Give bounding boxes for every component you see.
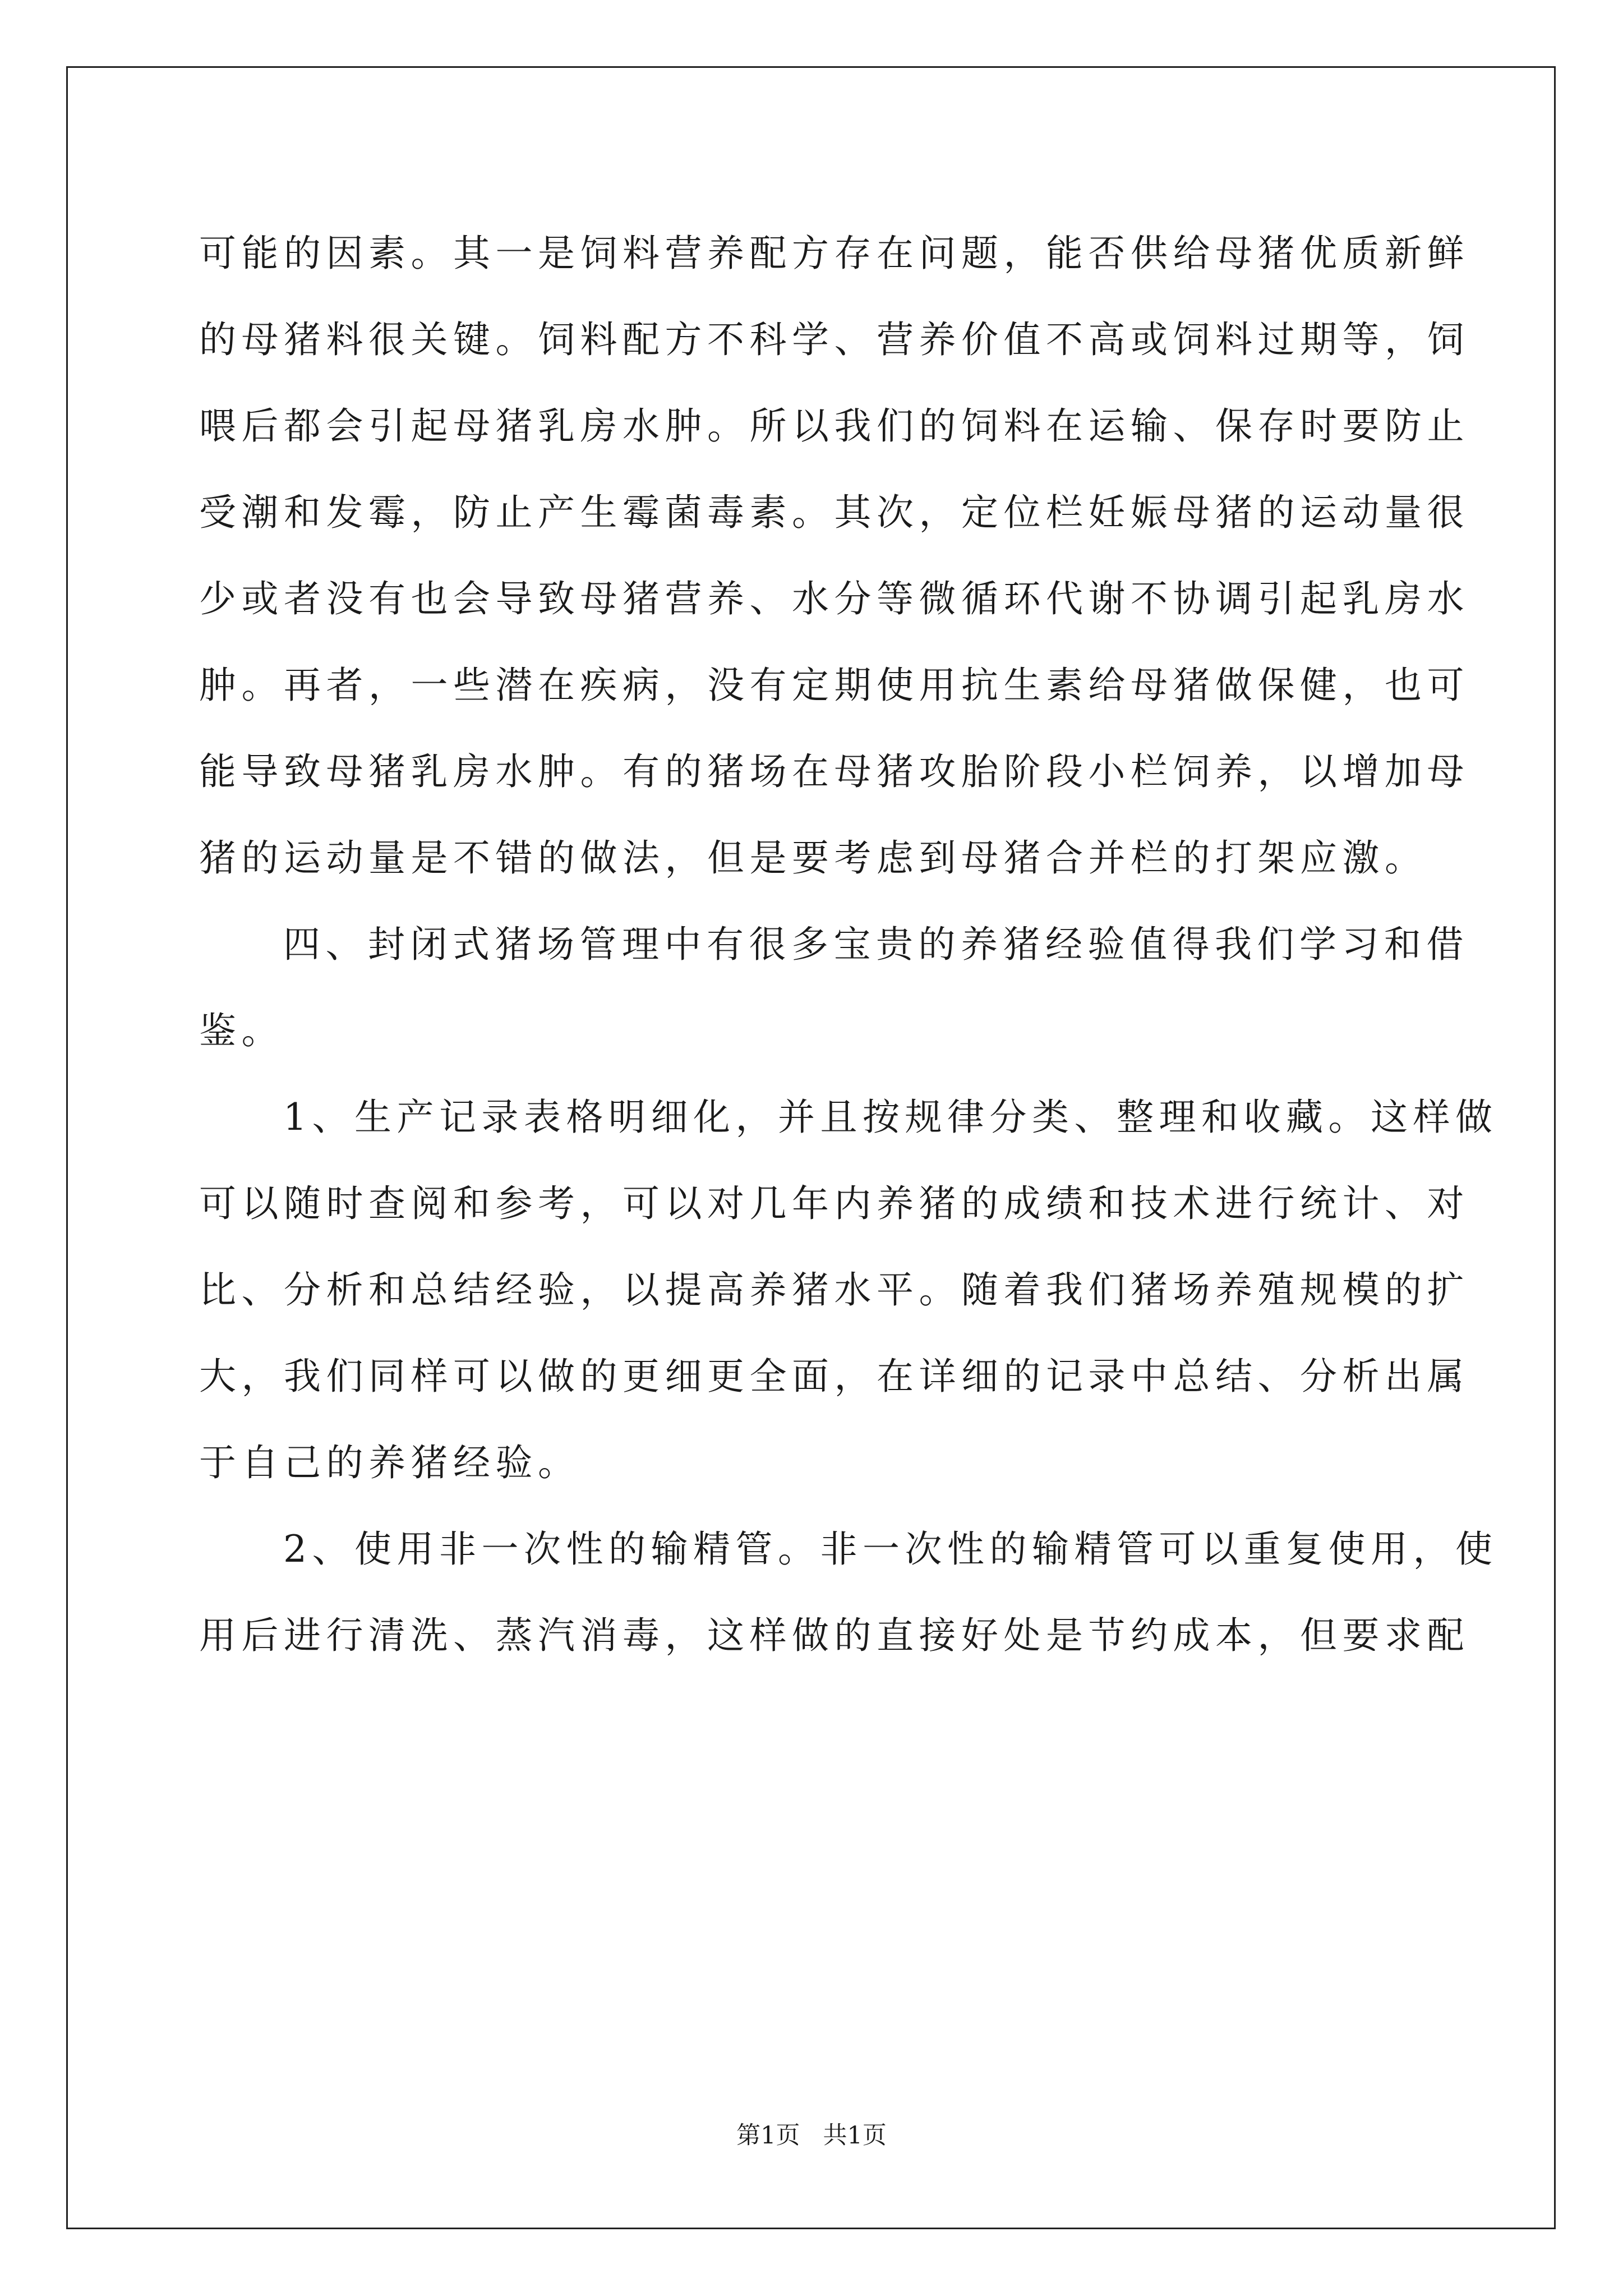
text-line: 受潮和发霉，防止产生霉菌毒素。其次，定位栏妊娠母猪的运动量很 xyxy=(199,491,1469,534)
text-line: 鉴。 xyxy=(199,1009,284,1052)
text-line: 比、分析和总结经验，以提高养猪水平。随着我们猪场养殖规模的扩 xyxy=(199,1268,1469,1312)
text-line: 于自己的养猪经验。 xyxy=(199,1441,580,1484)
document-body xyxy=(199,210,1498,1679)
text-line: 少或者没有也会导致母猪营养、水分等微循环代谢不协调引起乳房水 xyxy=(199,577,1469,620)
text-line: 肿。再者，一些潜在疾病，没有定期使用抗生素给母猪做保健，也可 xyxy=(199,664,1469,707)
paragraph-start-line: 1、生产记录表格明细化，并且按规律分类、整理和收藏。这样做 xyxy=(283,1096,1498,1139)
text-line: 能导致母猪乳房水肿。有的猪场在母猪攻胎阶段小栏饲养，以增加母 xyxy=(199,750,1469,793)
paragraph-start-line: 2、使用非一次性的输精管。非一次性的输精管可以重复使用，使 xyxy=(283,1527,1498,1571)
text-line: 喂后都会引起母猪乳房水肿。所以我们的饲料在运输、保存时要防止 xyxy=(199,404,1469,448)
text-line: 的母猪料很关键。饲料配方不科学、营养价值不高或饲料过期等，饲 xyxy=(199,318,1469,361)
text-line: 可以随时查阅和参考，可以对几年内养猪的成绩和技术进行统计、对 xyxy=(199,1182,1469,1225)
text-line: 可能的因素。其一是饲料营养配方存在问题，能否供给母猪优质新鲜 xyxy=(199,232,1469,275)
page-number-footer: 第1页 共1页 xyxy=(736,2122,887,2150)
text-line: 用后进行清洗、蒸汽消毒，这样做的直接好处是节约成本，但要求配 xyxy=(199,1614,1469,1657)
text-line: 猪的运动量是不错的做法，但是要考虑到母猪合并栏的打架应激。 xyxy=(199,836,1427,880)
text-line: 大，我们同样可以做的更细更全面，在详细的记录中总结、分析出属 xyxy=(199,1355,1469,1398)
paragraph-start-line: 四、封闭式猪场管理中有很多宝贵的养猪经验值得我们学习和借 xyxy=(283,923,1469,966)
